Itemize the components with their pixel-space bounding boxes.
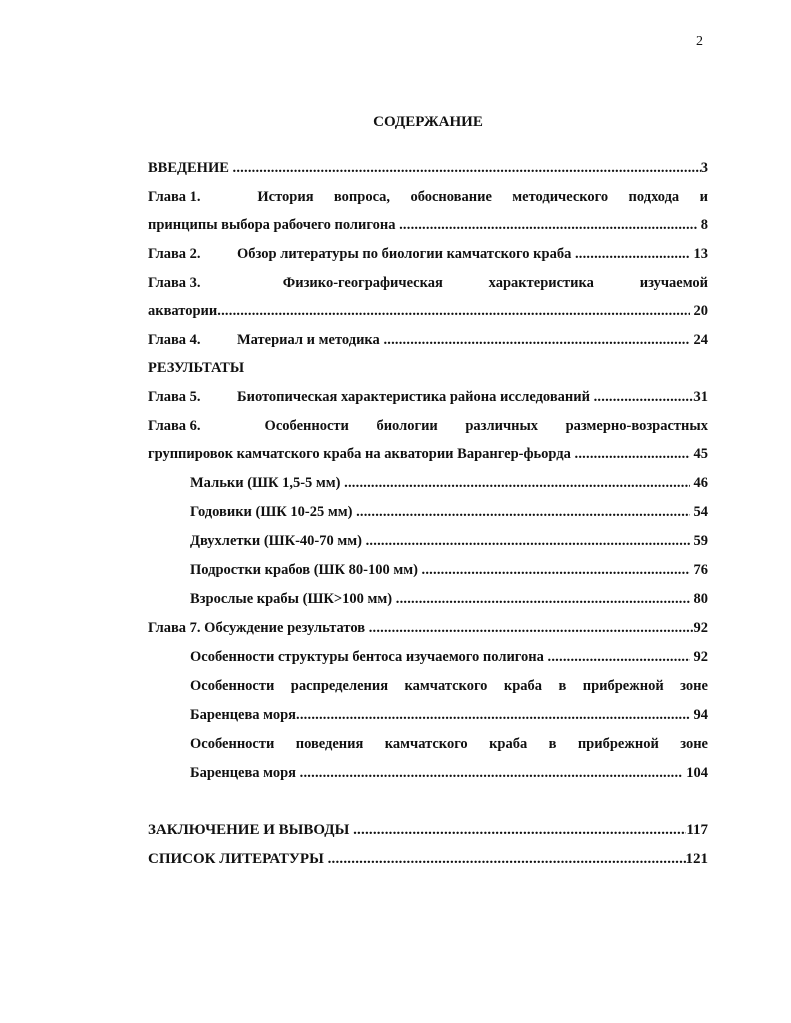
toc-subentry[interactable]: Годовики (ШК 10-25 мм) ..... 54 xyxy=(190,502,708,522)
toc-entry-intro[interactable] xyxy=(148,158,708,178)
toc-entry-page: 24 xyxy=(693,332,708,348)
toc-entry-chapter-6-cont[interactable]: группировок камчатского краба на акватории Варангер-фьорда ..... 45 xyxy=(148,444,708,464)
chapter-number: Глава 5. xyxy=(148,389,201,405)
toc-entry-chapter-6[interactable]: Глава 6. Особенности биологии различных размерно-возрастных xyxy=(148,418,708,434)
toc-entry-page: 92 xyxy=(693,620,708,636)
toc-entry-page: 54 xyxy=(693,504,708,520)
toc-entry-page: 45 xyxy=(693,446,708,462)
toc-entry-label: ВВЕДЕНИЕ xyxy=(148,160,229,176)
toc-entry-page: 94 xyxy=(693,707,708,723)
toc-entry-page: 31 xyxy=(693,389,708,405)
section-heading-results: РЕЗУЛЬТАТЫ xyxy=(148,360,245,376)
toc-subentry[interactable]: Двухлетки (ШК-40-70 мм) ..... 59 xyxy=(190,531,708,551)
toc-entry-chapter-5[interactable]: Глава 5. Биотопическая характеристика района исследований ..... 31 xyxy=(148,387,708,407)
toc-title: СОДЕРЖАНИЕ xyxy=(373,114,483,130)
toc-entry-conclusion[interactable]: ЗАКЛЮЧЕНИЕ И ВЫВОДЫ ..... 117 xyxy=(148,820,708,840)
chapter-number: Глава 1. xyxy=(148,189,201,205)
toc-subentry-cont[interactable]: Баренцева моря ..... 104 xyxy=(190,763,708,783)
toc-subentry[interactable]: Подростки крабов (ШК 80-100 мм) ..... 76 xyxy=(190,560,708,580)
toc-entry-page: 121 xyxy=(685,851,708,867)
toc-subentry[interactable]: Особенности поведения камчатского краба в прибрежной зоне xyxy=(190,736,708,752)
toc-entry-references[interactable]: СПИСОК ЛИТЕРАТУРЫ ..... 121 xyxy=(148,849,708,869)
toc-entry-page: 8 xyxy=(700,217,708,233)
toc-entry-chapter-4[interactable]: Глава 4. Материал и методика ..... 24 xyxy=(148,330,708,350)
toc-entry-page: 20 xyxy=(693,303,708,319)
toc-entry-page: 80 xyxy=(693,591,708,607)
toc-entry-chapter-2[interactable]: Глава 2. Обзор литературы по биологии камчатского краба ..... 13 xyxy=(148,244,708,264)
toc-entry-page: 13 xyxy=(693,246,708,262)
toc-entry-page: 117 xyxy=(686,822,708,838)
toc-subentry[interactable]: Мальки (ШК 1,5-5 мм) ..... 46 xyxy=(190,473,708,493)
toc-subentry-cont[interactable]: Баренцева моря ..... 94 xyxy=(190,705,708,725)
chapter-number: Глава 2. xyxy=(148,246,201,262)
toc-entry-chapter-3-cont[interactable]: акватории ..... 20 xyxy=(148,301,708,321)
toc-subentry[interactable]: Взрослые крабы (ШК>100 мм) ..... 80 xyxy=(190,589,708,609)
toc-entry-chapter-3[interactable]: Глава 3. Физико-географическая характеристика изучаемой xyxy=(148,275,708,291)
toc-entry-page: 92 xyxy=(693,649,708,665)
toc-entry-page: 46 xyxy=(693,475,708,491)
chapter-number: Глава 4. xyxy=(148,332,201,348)
page-number: 2 xyxy=(696,34,703,49)
chapter-number: Глава 6. xyxy=(148,418,201,434)
toc-subentry[interactable]: Особенности распределения камчатского краба в прибрежной зоне xyxy=(190,678,708,694)
toc-subentry[interactable]: Особенности структуры бентоса изучаемого полигона ..... 92 xyxy=(190,647,708,667)
toc-entry-page: 76 xyxy=(693,562,708,578)
chapter-number: Глава 3. xyxy=(148,275,201,291)
toc-entry-chapter-7[interactable]: Глава 7. Обсуждение результатов ..... 92 xyxy=(148,618,708,638)
toc-entry-chapter-1[interactable]: Глава 1. История вопроса, обоснование методического подхода и xyxy=(148,189,708,205)
toc-entry-chapter-1-cont[interactable]: принципы выбора рабочего полигона ..... 8 xyxy=(148,215,708,235)
toc-entry-page: 3 xyxy=(700,160,708,176)
toc-entry-page: 59 xyxy=(693,533,708,549)
toc-entry-page: 104 xyxy=(686,765,708,781)
